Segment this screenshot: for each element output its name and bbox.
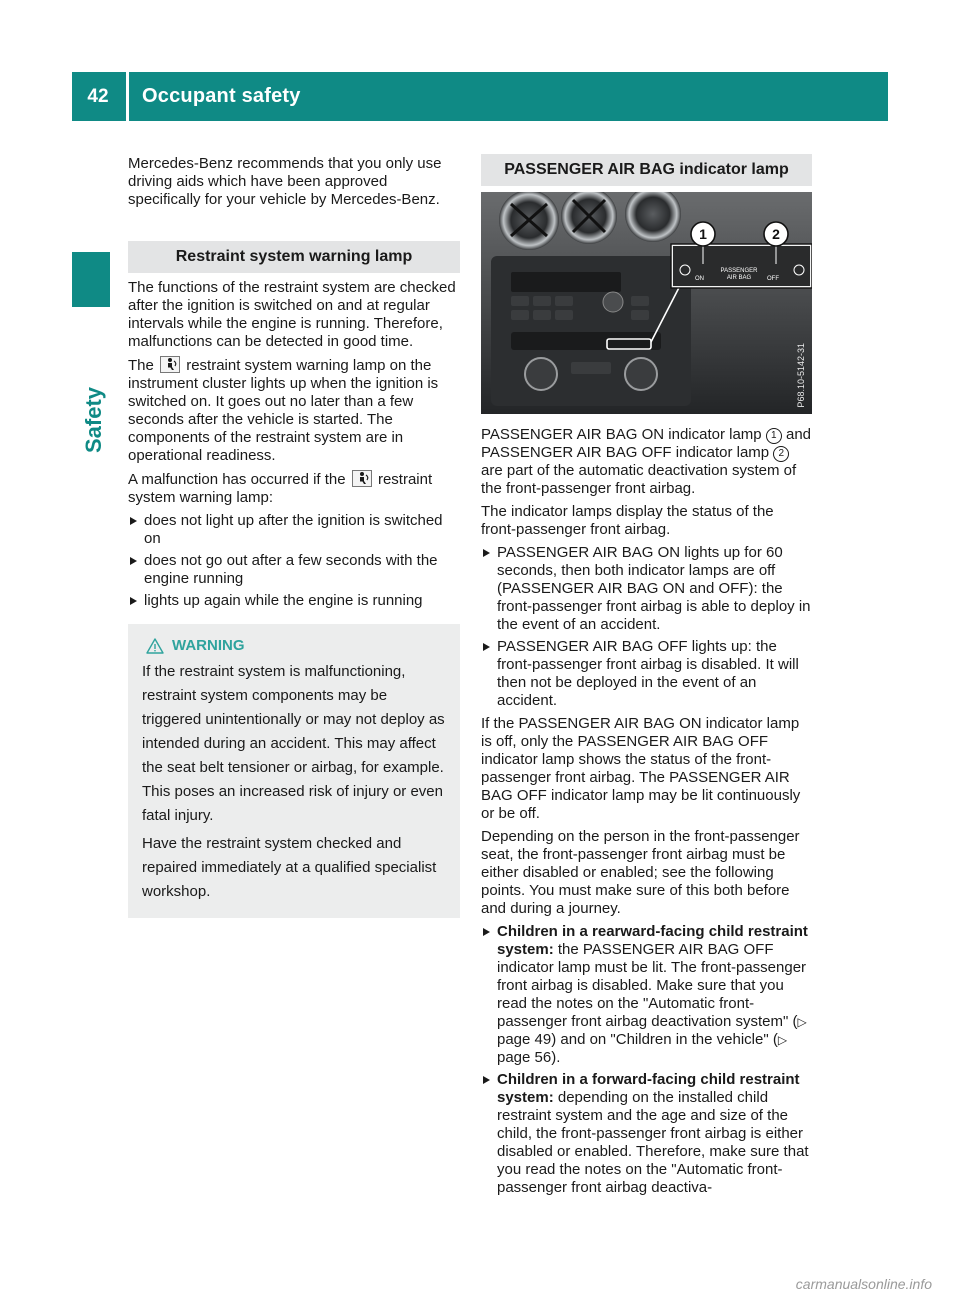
photo-label-off: OFF <box>767 276 779 282</box>
rearward-heading: Children in a rearward-facing child restraint system: <box>497 923 808 958</box>
list-item: does not go out after a few seconds with the engine running <box>128 552 460 588</box>
section-tab-marker <box>72 252 110 307</box>
list-item <box>481 923 812 1067</box>
header-bar <box>72 72 888 121</box>
list-item: lights up again while the engine is running <box>128 592 460 610</box>
site-watermark: carmanualsonline.info <box>795 1276 932 1292</box>
caption-part-b: and PASSENGER AIR BAG OFF indicator lamp <box>481 426 812 461</box>
rearward-text-c[interactable]: page 56). <box>497 1049 561 1066</box>
warning-text-2: Have the restraint system checked and repaired immediately at a qualified specialist workshop. <box>142 835 437 900</box>
chapter-title: Occupant safety <box>142 85 301 107</box>
restraint-paragraph-3 <box>128 470 460 507</box>
forward-text: depending on the installed child restraint system and the age and size of the child, the front-passenger front airbag is either disabled or enabled. Therefore, make sure that you read the notes on the "Automatic front-passenger front airbag deactiva- <box>497 1089 809 1196</box>
list-item: does not light up after the ignition is switched on <box>128 512 460 548</box>
malfunction-list <box>128 512 460 610</box>
photo-label-airbag: AIR BAG <box>726 275 752 281</box>
left-column <box>128 155 460 918</box>
warning-triangle-icon <box>146 638 164 654</box>
restraint-paragraph-1: The functions of the restraint system are checked after the ignition is switched on and at regular intervals while the engine is running. Therefore, malfunctions can be detected in good time. <box>128 279 456 350</box>
air-bag-indicator-heading: PASSENGER AIR BAG indicator lamp <box>481 154 812 186</box>
photo-label-on: ON <box>695 276 704 282</box>
photo-image-id: P68.10-5142-31 <box>796 343 806 408</box>
restraint-lamp-heading: Restraint system warning lamp <box>128 241 460 273</box>
warning-title: WARNING <box>172 637 245 654</box>
child-seat-list <box>481 923 812 1197</box>
photo-label-passenger: PASSENGER <box>720 268 758 274</box>
header-divider <box>126 72 129 121</box>
para2-lead: The <box>128 357 154 374</box>
right-column <box>481 154 812 1202</box>
photo-caption <box>481 426 812 498</box>
dashboard-illustration <box>481 192 812 414</box>
warning-box <box>128 624 460 918</box>
warning-title-row <box>142 634 450 658</box>
page-ref-arrow-icon: ▷ <box>777 1033 788 1047</box>
rearward-text-a: the PASSENGER AIR BAG OFF indicator lamp must be lit. The front-passenger front airbag is disabled. Make sure that you read the notes on the "Automatic front-passenger front airbag deactivation system" ( <box>497 941 807 1030</box>
restraint-paragraph-2 <box>128 356 460 465</box>
page-ref-arrow-icon: ▷ <box>797 1015 807 1029</box>
caption-part-c: are part of the automatic deactivation system of the front-passenger front airbag. <box>481 462 797 497</box>
warning-text-1: If the restraint system is malfunctioning, restraint system components may be triggered unintentionally or may not deploy as intended during an accident. This may affect the seat belt tensioner or airbag, for example. This poses an increased risk of injury or even fatal injury. <box>142 663 445 824</box>
page-number: 42 <box>87 85 109 107</box>
intro-paragraph: Mercedes-Benz recommends that you only use driving aids which have been approved specifically for your vehicle by Mercedes-Benz. <box>128 155 442 208</box>
status-list <box>481 544 812 710</box>
restraint-lamp-icon <box>160 356 180 373</box>
status-paragraph: The indicator lamps display the status of the front-passenger front airbag. <box>481 503 774 538</box>
list-item: PASSENGER AIR BAG ON lights up for 60 seconds, then both indicator lamps are off (PASSENGER AIR BAG ON and OFF): the front-passenger front airbag is able to deploy in the event of an accident. <box>481 544 812 634</box>
forward-heading: Children in a forward-facing child restraint system: <box>497 1071 800 1106</box>
photo-callout-1: 1 <box>699 226 707 242</box>
para3-lead: A malfunction has occurred if the <box>128 471 346 488</box>
para3-rest: restraint system warning lamp: <box>128 471 433 506</box>
on-off-paragraph: If the PASSENGER AIR BAG ON indicator lamp is off, only the PASSENGER AIR BAG OFF indicator lamp shows the status of the front-passenger front airbag. The PASSENGER AIR BAG OFF indicator lamp may be lit continuously or be off. <box>481 715 801 822</box>
depending-paragraph: Depending on the person in the front-passenger seat, the front-passenger front airbag must be either disabled or enabled; see the following points. You must make sure of this both before and during a journey. <box>481 828 800 917</box>
callout-number-1: 1 <box>766 428 782 444</box>
rearward-text-b[interactable]: page 49) and on "Children in the vehicle" ( <box>497 1031 778 1048</box>
caption-part-a: PASSENGER AIR BAG ON indicator lamp <box>481 426 762 443</box>
callout-number-2: 2 <box>773 446 789 462</box>
list-item <box>481 1071 812 1197</box>
dashboard-photo <box>481 192 812 414</box>
photo-callout-2: 2 <box>772 226 780 242</box>
list-item: PASSENGER AIR BAG OFF lights up: the front-passenger front airbag is disabled. It will then not be deployed in the event of an accident. <box>481 638 812 710</box>
para2-rest: restraint system warning lamp on the instrument cluster lights up when the ignition is switched on. It goes out no later than a few seconds after the vehicle is started. The components of the restraint system are in operational readiness. <box>128 357 439 464</box>
section-label: Safety <box>81 386 106 454</box>
restraint-lamp-icon <box>352 470 372 487</box>
